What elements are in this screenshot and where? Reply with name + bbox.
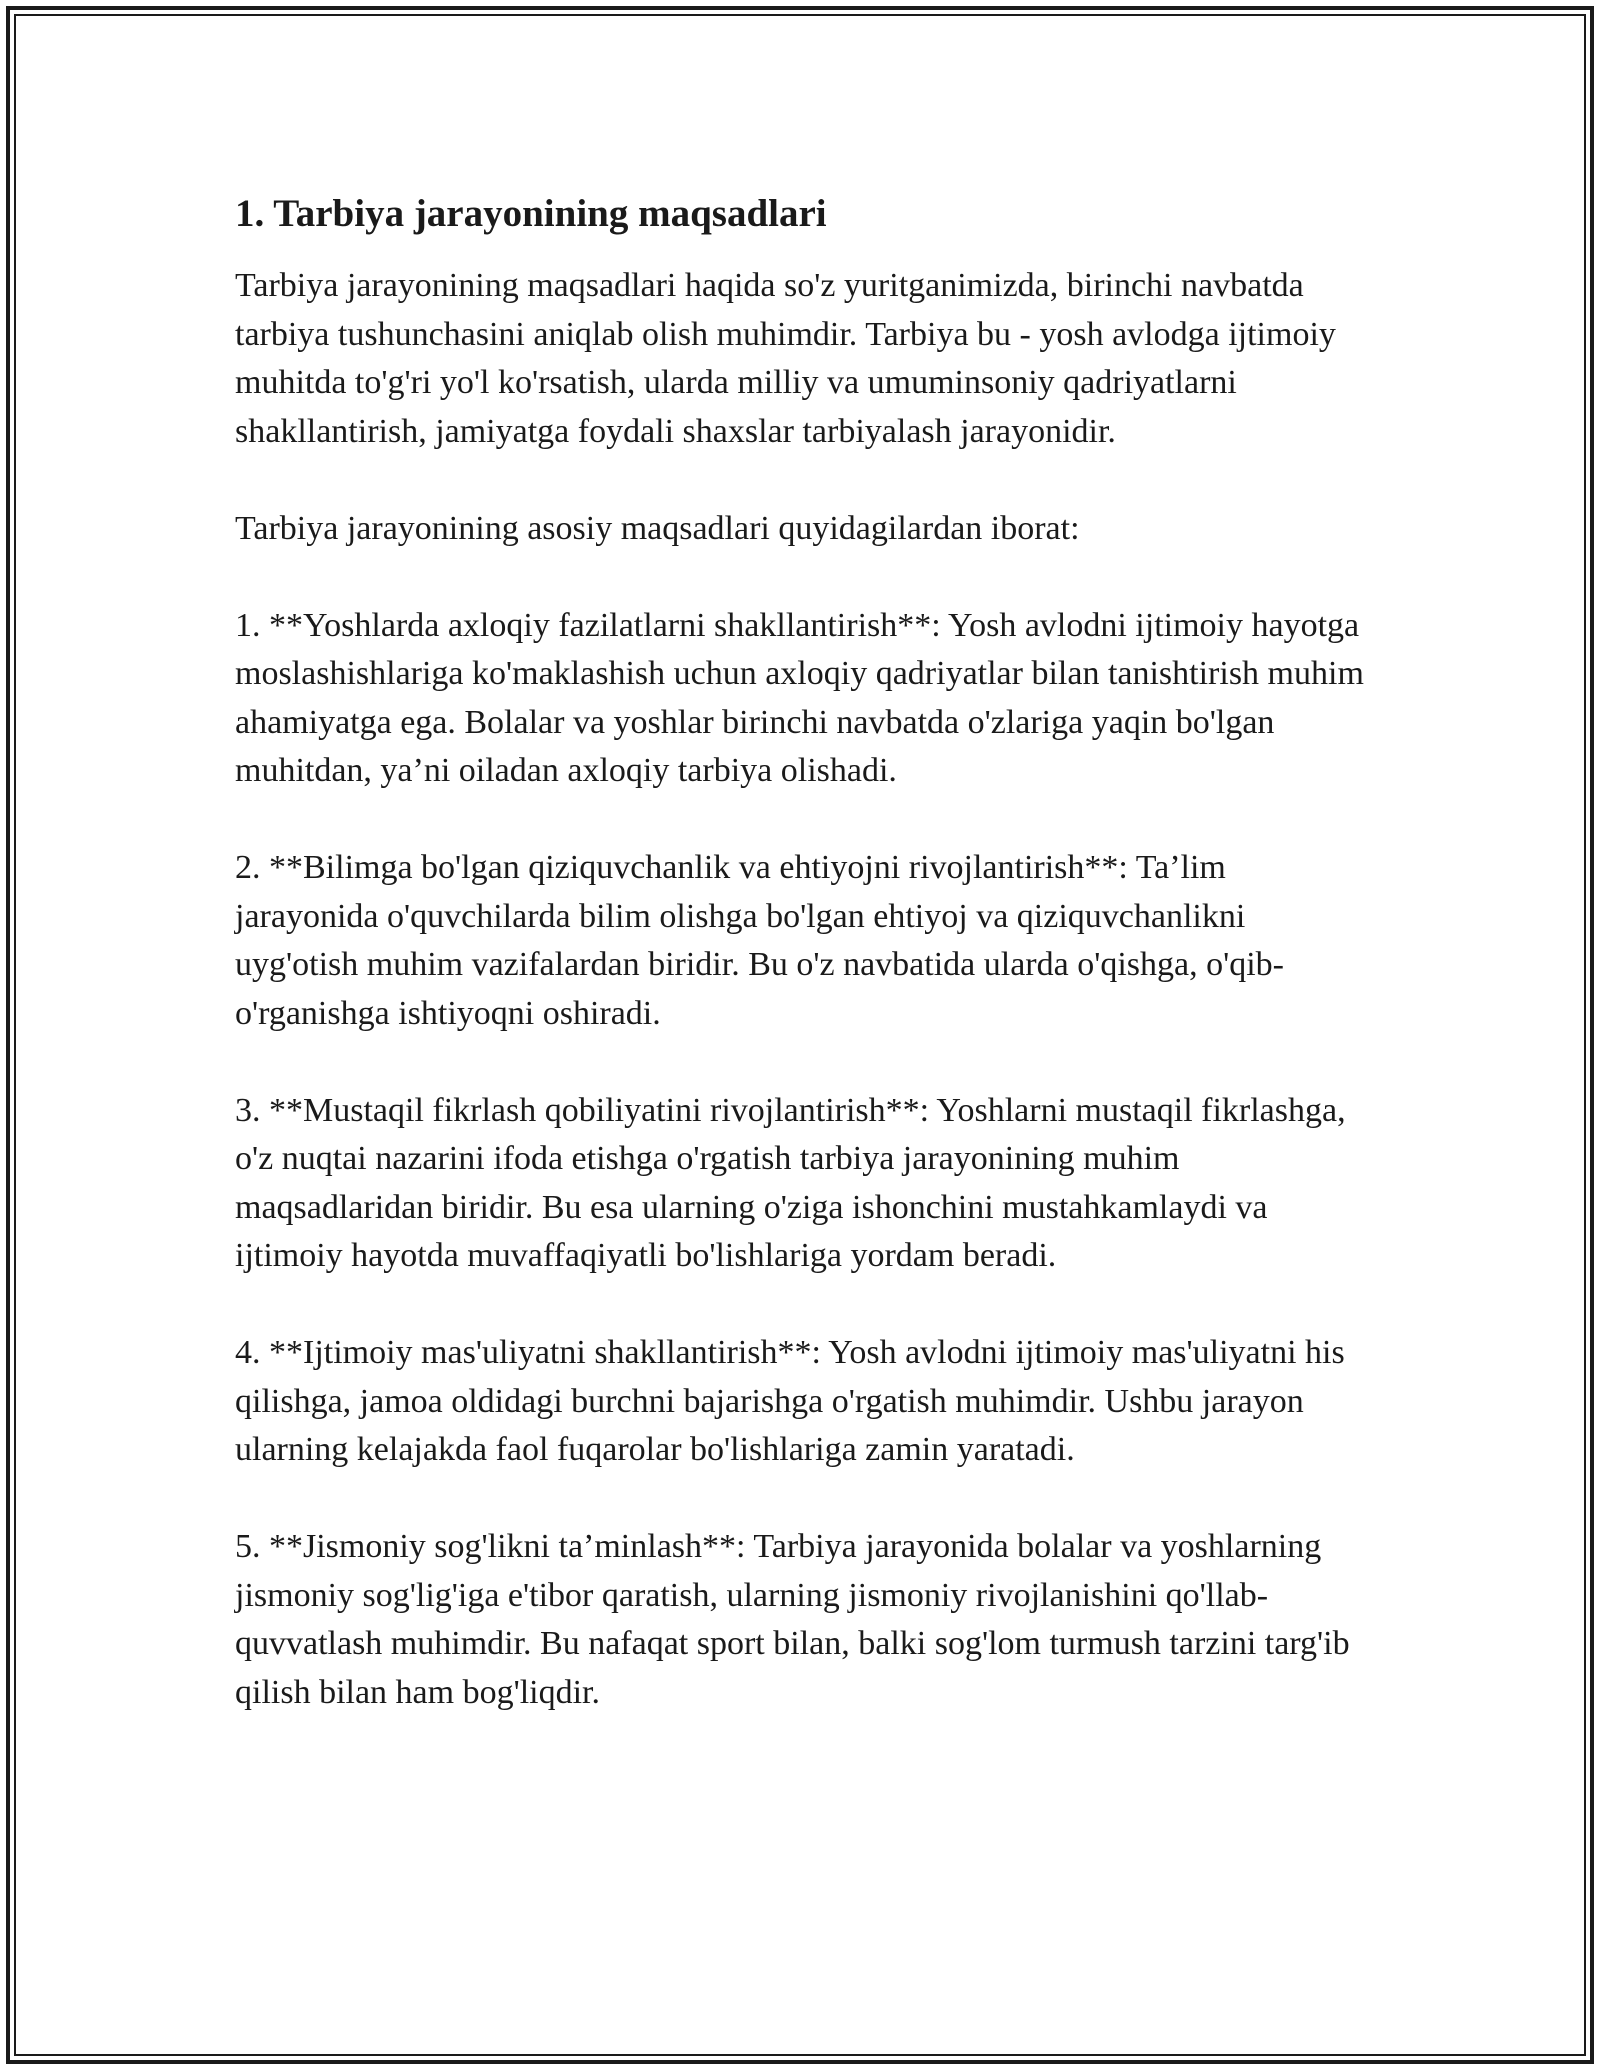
goal-item-1: 1. **Yoshlarda axloqiy fazilatlarni shakllantirish**: Yosh avlodni ijtimoiy hayotga moslashishlariga ko'maklashish uchun axloqiy qadriyatlar bilan tanishtirish muhim ahamiyatga ega. Bolalar va yoshlar birinchi navbatda o'zlariga yaqin bo'lgan muhitdan, ya’ni oiladan axloqiy tarbiya olishadi.: [235, 606, 1364, 789]
intro-paragraph: Tarbiya jarayonining maqsadlari haqida so'z yuritganimizda, birinchi navbatda tarbiya tushunchasini aniqlab olish muhimdir. Tarbiya bu - yosh avlodga ijtimoiy muhitda to'g'ri yo'l ko'rsatish, ularda milliy va umuminsoniy qadriyatlarni shakllantirish, jamiyatga foydali shaxslar tarbiyalash jarayonidir.: [235, 267, 1336, 450]
goals-lead-paragraph: Tarbiya jarayonining asosiy maqsadlari quyidagilardan iborat:: [235, 509, 1080, 547]
document-title: 1. Tarbiya jarayonining maqsadlari: [235, 192, 827, 235]
goal-item-4: 4. **Ijtimoiy mas'uliyatni shakllantirish**: Yosh avlodni ijtimoiy mas'uliyatni his qilishga, jamoa oldidagi burchni bajarishga o'rgatish muhimdir. Ushbu jarayon ularning kelajakda faol fuqarolar bo'lishlariga zamin yaratadi.: [235, 1334, 1345, 1468]
goal-item-3: 3. **Mustaqil fikrlash qobiliyatini rivojlantirish**: Yoshlarni mustaqil fikrlashga, o'z nuqtai nazarini ifoda etishga o'rgatish tarbiya jarayonining muhim maqsadlaridan biridir. Bu esa ularning o'ziga ishonchini mustahkamlaydi va ijtimoiy hayotda muvaffaqiyatli bo'lishlariga yordam beradi.: [235, 1091, 1346, 1274]
goal-item-5: 5. **Jismoniy sog'likni ta’minlash**: Tarbiya jarayonida bolalar va yoshlarning jismoniy sog'lig'iga e'tibor qaratish, ularning jismoniy rivojlanishini qo'llab-quvvatlash muhimdir. Bu nafaqat sport bilan, balki sog'lom turmush tarzini targ'ib qilish bilan ham bog'liqdir.: [235, 1528, 1350, 1711]
document-body: [235, 186, 1365, 1766]
goal-item-2: 2. **Bilimga bo'lgan qiziquvchanlik va ehtiyojni rivojlantirish**: Ta’lim jarayonida o'quvchilarda bilim olishga bo'lgan ehtiyoj va qiziquvchanlikni uyg'otish muhim vazifalardan biridir. Bu o'z navbatida ularda o'qishga, o'qib-o'rganishga ishtiyoqni oshiradi.: [235, 849, 1284, 1032]
